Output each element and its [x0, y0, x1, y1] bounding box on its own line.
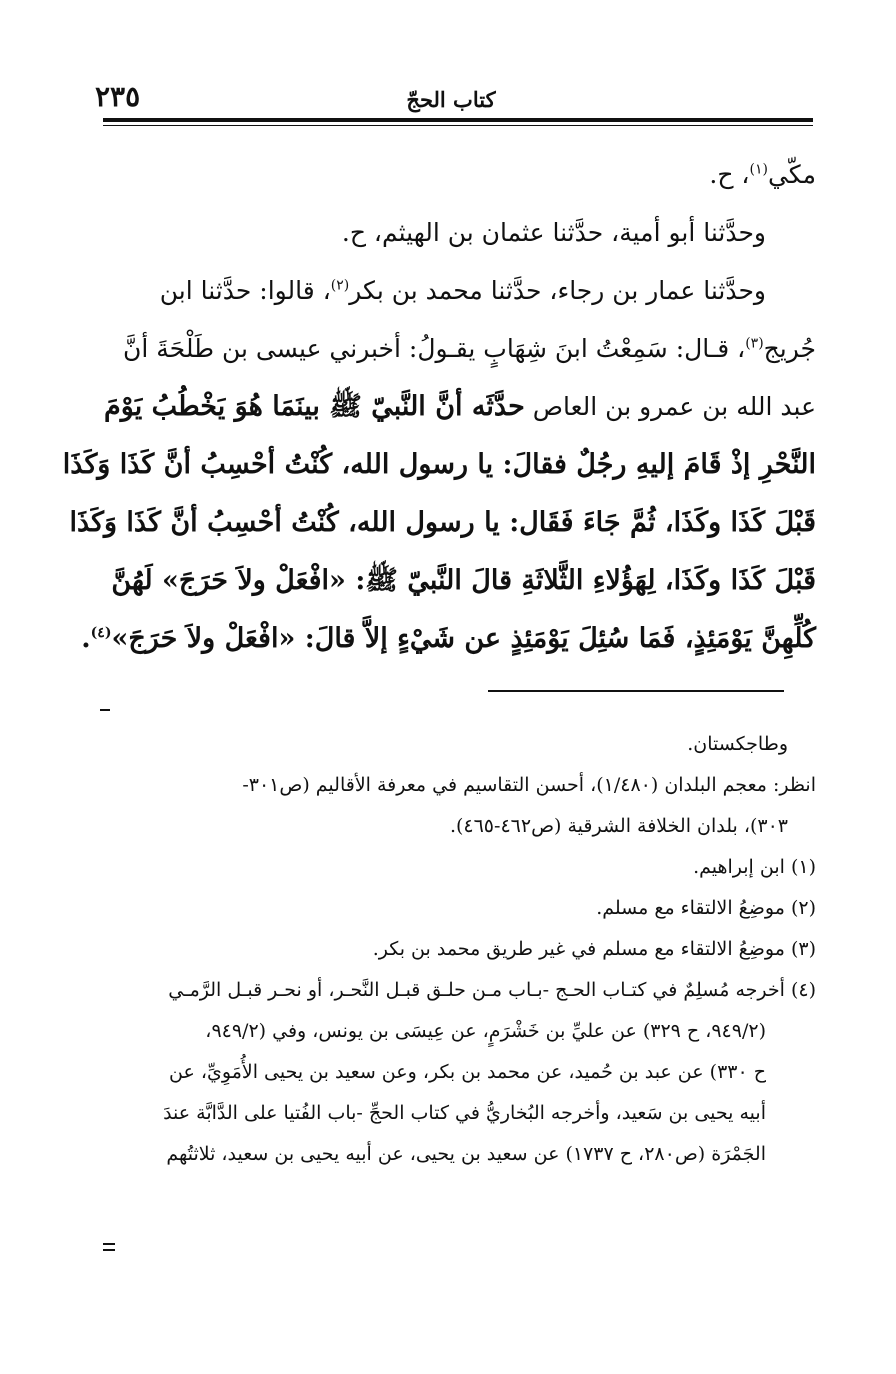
hadith-text: النَّحْرِ إذْ قَامَ إليهِ رجُلٌ فقالَ: يا رسول الله، كُنْتُ أحْسِبُ أنَّ كَذَا وَكَذَا	[62, 449, 816, 480]
main-text	[62, 146, 816, 668]
hadith-text: قَبْلَ كَذَا وكَذَا، لِهَؤُلاءِ الثَّلاثَةِ قالَ النَّبيّ ﷺ: «افْعَلْ ولاَ حَرَجَ» لَهُنَّ	[111, 565, 816, 596]
text-segment: وحدَّثنا عمار بن رجاء، حدَّثنا محمد بن بكر	[349, 276, 766, 305]
footnote-marker: (٤)	[90, 625, 112, 641]
running-header-title: كتاب الحجّ	[406, 87, 496, 112]
footnote-line: ح ٣٣٠) عن عبد بن حُميد، عن محمد بن بكر، وعن سعيد بن يحيى الأُمَوِيِّ، عن	[169, 1061, 766, 1083]
continuation-mark	[100, 709, 110, 711]
continuation-mark	[103, 1243, 115, 1245]
text-segment: ، قـال: سَمِعْتُ ابنَ شِهَابٍ يقـولُ: أخبرني عيسى بن طَلْحَةَ أنَّ	[123, 334, 746, 363]
text-segment: .	[81, 623, 91, 654]
hadith-line	[62, 436, 816, 494]
header-rule-thick	[103, 118, 813, 122]
footnote-line: الجَمْرَة (ص٢٨٠، ح ١٧٣٧) عن سعيد بن يحيى، عن أبيه يحيى بن سعيد، ثلاثتُهم	[166, 1143, 766, 1165]
footnote-line: (٣) موضِعُ الالتقاء مع مسلم في غير طريق محمد بن بكر.	[372, 938, 816, 960]
footnote-line: (١) ابن إبراهيم.	[693, 856, 816, 878]
footnote-line: أبيه يحيى بن سَعيد، وأخرجه البُخاريُّ في كتاب الحجِّ -باب الفُتيا على الدَّابَّة عندَ	[163, 1102, 766, 1124]
footnote-line: (٢) موضِعُ الالتقاء مع مسلم.	[596, 897, 816, 919]
text-segment: مكّي	[767, 160, 816, 189]
text-line	[100, 262, 816, 320]
footnote-marker: (٣)	[745, 335, 764, 352]
footnote-line: (٩٤٩/٢، ح ٣٢٩) عن عليِّ بن خَشْرَمٍ، عن عِيسَى بن يونس، وفي (٩٤٩/٢،	[205, 1020, 766, 1042]
text-line	[100, 320, 816, 378]
footnote-marker: (١)	[749, 161, 768, 178]
hadith-line	[81, 610, 816, 668]
page-number: ٢٣٥	[95, 80, 141, 113]
text-line	[100, 204, 816, 262]
hadith-text: كُلِّهِنَّ يَوْمَئِذٍ، فَمَا سُئِلَ يَوْمَئِذٍ عن شَيْءٍ إلاَّ قالَ: «افْعَلْ ولاَ حَرَجَ»	[111, 623, 816, 654]
footnote-line: وطاجكستان.	[687, 733, 788, 755]
text-segment: ، قالوا: حدَّثنا ابن	[159, 276, 331, 305]
text-segment: ، ح.	[709, 160, 750, 189]
text-segment: وحدَّثنا أبو أمية، حدَّثنا عثمان بن الهيثم، ح.	[341, 218, 766, 247]
footnote-line: (٤) أخرجه مُسلِمٌ في كتـاب الحـج -بـاب مـن حلـق قبـل النَّحـر، أو نحـر قبـل الرَّمـي	[168, 979, 816, 1001]
hadith-text: حدَّثَه أنَّ النَّبيّ ﷺ بينَمَا هُوَ يَخْطُبُ يَوْمَ	[104, 391, 525, 422]
footnote-marker: (٢)	[330, 277, 350, 294]
text-line	[100, 146, 816, 204]
text-segment: عبد الله بن عمرو بن العاص	[532, 392, 816, 421]
text-line	[100, 378, 816, 436]
footnote-separator	[488, 690, 784, 692]
footnote-line: ٣٠٣)، بلدان الخلافة الشرقية (ص٤٦٢-٤٦٥).	[449, 815, 788, 837]
text-segment: جُريج	[763, 334, 816, 363]
header-rule-thin	[103, 125, 813, 126]
hadith-text: قَبْلَ كَذَا وكَذَا، ثُمَّ جَاءَ فَقَال: يا رسول الله، كُنْتُ أحْسِبُ أنَّ كَذَا وَكَذَا	[69, 507, 816, 538]
footnotes	[100, 724, 816, 1175]
continuation-mark	[103, 1249, 115, 1251]
hadith-line	[100, 552, 816, 610]
hadith-line	[69, 494, 816, 552]
footnote-line: انظر: معجم البلدان (١/٤٨٠)، أحسن التقاسيم في معرفة الأقاليم (ص٣٠١-	[242, 774, 816, 796]
